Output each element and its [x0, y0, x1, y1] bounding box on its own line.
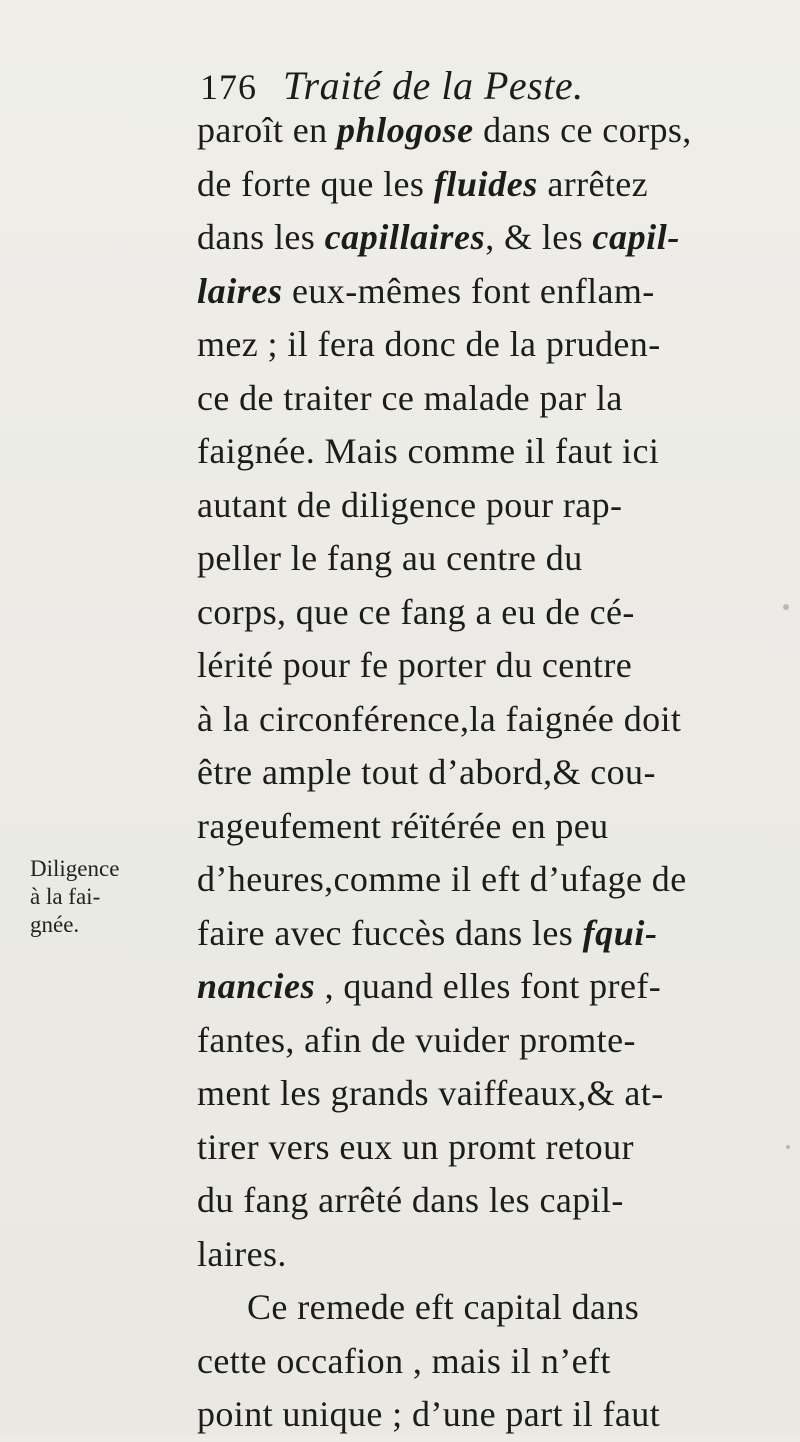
text-segment: point unique ; d’une part il faut	[197, 1394, 661, 1434]
text-segment: arrêtez	[537, 163, 649, 204]
text-segment: laires.	[197, 1233, 287, 1274]
italic-term: capillaires	[324, 217, 486, 257]
text-line	[197, 211, 797, 265]
margin-note	[30, 855, 200, 939]
text-line	[197, 104, 797, 158]
text-line	[197, 265, 797, 319]
italic-term: capil-	[592, 217, 680, 257]
text-line	[197, 1067, 797, 1121]
text-segment: mez ; il fera donc de la pruden-	[197, 324, 661, 364]
text-line	[197, 158, 797, 212]
text-segment: peller le fang au centre du	[197, 538, 583, 578]
text-segment: être ample tout d’abord,& cou-	[197, 752, 656, 792]
text-line	[197, 318, 797, 372]
paper-fleck	[783, 604, 789, 610]
margin-note-line: Diligence	[30, 856, 120, 881]
text-segment: tirer vers eux un promt retour	[197, 1126, 634, 1167]
text-segment: cette occafion , mais il n’eft	[197, 1340, 611, 1381]
text-line	[197, 693, 797, 747]
text-segment: fantes, afin de vuider promte-	[197, 1019, 636, 1060]
text-segment: corps, que ce fang a eu de cé-	[197, 591, 635, 632]
italic-term: laires	[197, 270, 283, 311]
text-line	[197, 746, 797, 800]
text-segment: rageufement réïtérée en peu	[197, 805, 609, 846]
text-segment: dans ce corps,	[473, 110, 692, 150]
text-segment: lérité pour fe porter du centre	[197, 645, 633, 685]
text-segment: faignée. Mais comme il faut ici	[197, 431, 660, 471]
text-line	[197, 1335, 797, 1389]
text-segment: du fang arrêté dans les capil-	[197, 1180, 624, 1220]
margin-note-line: à la fai-	[30, 884, 101, 909]
text-line	[197, 1174, 797, 1228]
text-line	[197, 639, 797, 693]
text-segment: ment les grands vaiffeaux,& at-	[197, 1073, 664, 1113]
paper-fleck	[786, 1145, 790, 1149]
text-line	[197, 479, 797, 533]
margin-note-line: gnée.	[30, 912, 80, 937]
text-line	[197, 1014, 797, 1068]
text-segment: paroît en	[197, 110, 337, 150]
text-segment: , & les	[485, 217, 593, 257]
text-line	[197, 425, 797, 479]
text-segment: de forte que les	[197, 163, 434, 204]
text-line	[197, 1228, 797, 1282]
text-segment: Ce remede eft capital dans	[247, 1287, 640, 1327]
body-text	[197, 104, 797, 1442]
text-segment: eux-mêmes font enflam-	[282, 270, 655, 311]
text-segment: à la circonférence,la faignée doit	[197, 698, 682, 739]
text-line	[197, 372, 797, 426]
italic-term: fqui-	[582, 912, 658, 953]
text-line	[197, 1281, 797, 1335]
text-line	[197, 907, 797, 961]
running-title: Traité de la Peste.	[283, 63, 584, 108]
text-line	[197, 1388, 797, 1442]
text-segment: faire avec fuccès dans les	[197, 912, 583, 953]
text-line	[197, 1121, 797, 1175]
text-line	[197, 960, 797, 1014]
text-line	[197, 586, 797, 640]
text-segment: d’heures,comme il eft d’ufage de	[197, 859, 687, 899]
page-number: 176	[200, 67, 257, 107]
text-segment: autant de diligence pour rap-	[197, 484, 623, 525]
italic-term: fluides	[433, 163, 538, 204]
text-segment: , quand elles font pref-	[315, 966, 662, 1006]
text-line	[197, 532, 797, 586]
text-line	[197, 853, 797, 907]
italic-term: phlogose	[336, 110, 474, 150]
text-segment: dans les	[197, 217, 325, 257]
text-line	[197, 800, 797, 854]
italic-term: nancies	[197, 966, 316, 1006]
text-segment: ce de traiter ce malade par la	[197, 377, 623, 418]
